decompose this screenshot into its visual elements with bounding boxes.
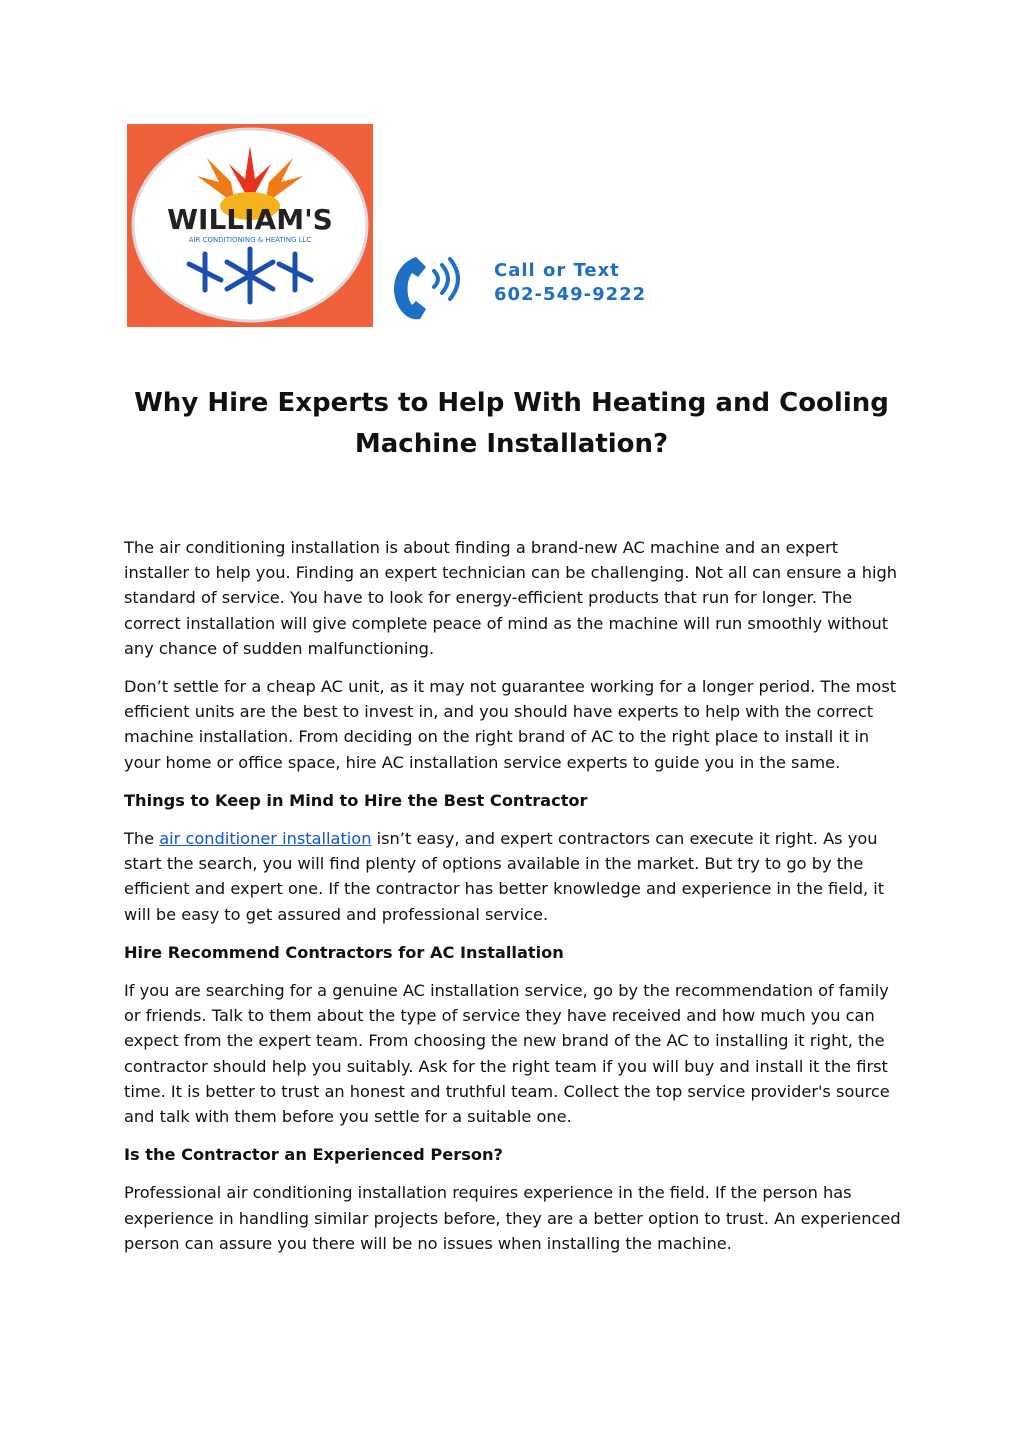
call-banner[interactable]	[386, 249, 702, 325]
logo-brand-text: WILLIAM'S	[167, 203, 333, 236]
paragraph-recommendation: If you are searching for a genuine AC installation service, go by the recommendation of family or friends. Talk to them about the type of service they have received and how much you can expect from the expert team. From choosing the new brand of the AC to installing it right, the contractor should help you suitably. Ask for the right team if you will buy and install it the first time. It is better to trust an honest and truthful team. Collect the top service provider's source and talk with them before you settle for a suitable one.	[124, 981, 890, 1127]
call-text	[494, 259, 646, 307]
phone-number[interactable]: 602-549-9222	[494, 284, 647, 305]
paragraph-installation-prefix: The	[124, 829, 160, 849]
paragraph-intro: The air conditioning installation is about finding a brand-new AC machine and an expert installer to help you. Finding an expert technician can be challenging. Not all can ensure a high standard of service. You have to look for energy-efficient products that run for longer. The correct installation will give complete peace of mind as the machine will run smoothly without any chance of sudden malfunctioning.	[124, 538, 897, 658]
call-label: Call or Text	[494, 260, 620, 281]
logo-tagline: AIR CONDITIONING & HEATING LLC	[188, 236, 312, 244]
air-conditioner-installation-link[interactable]: air conditioner installation	[159, 829, 372, 849]
heading-experienced-person: Is the Contractor an Experienced Person?	[124, 1145, 503, 1165]
heading-best-contractor: Things to Keep in Mind to Hire the Best Contractor	[124, 790, 588, 810]
paragraph-cheap-unit: Don’t settle for a cheap AC unit, as it may not guarantee working for a longer period. The most efficient units are the best to invest in, and you should have experts to help with the correct machine installation. From deciding on the right brand of AC to the right place to install it in your home or office space, hire AC installation service experts to guide you in the same.	[124, 677, 897, 772]
company-logo	[127, 124, 373, 327]
paragraph-installation-rest: isn’t easy, and expert contractors can execute it right. As you start the search, you will find plenty of options available in the market. But try to go by the efficient and expert one. If the contractor has better knowledge and experience in the field, it will be easy to get assured and professional service.	[124, 829, 885, 924]
phone-icon	[386, 249, 486, 325]
paragraph-installation	[124, 826, 904, 927]
logo-graphic	[127, 124, 373, 327]
heading-recommend-contractors: Hire Recommend Contractors for AC Installation	[124, 942, 564, 962]
page-title: Why Hire Experts to Help With Heating and Cooling Machine Installation?	[134, 388, 889, 459]
article-body	[124, 535, 904, 1269]
paragraph-experience: Professional air conditioning installation requires experience in the field. If the person has experience in handling similar projects before, they are a better option to trust. An experienced person can assure you there will be no issues when installing the machine.	[124, 1183, 901, 1253]
